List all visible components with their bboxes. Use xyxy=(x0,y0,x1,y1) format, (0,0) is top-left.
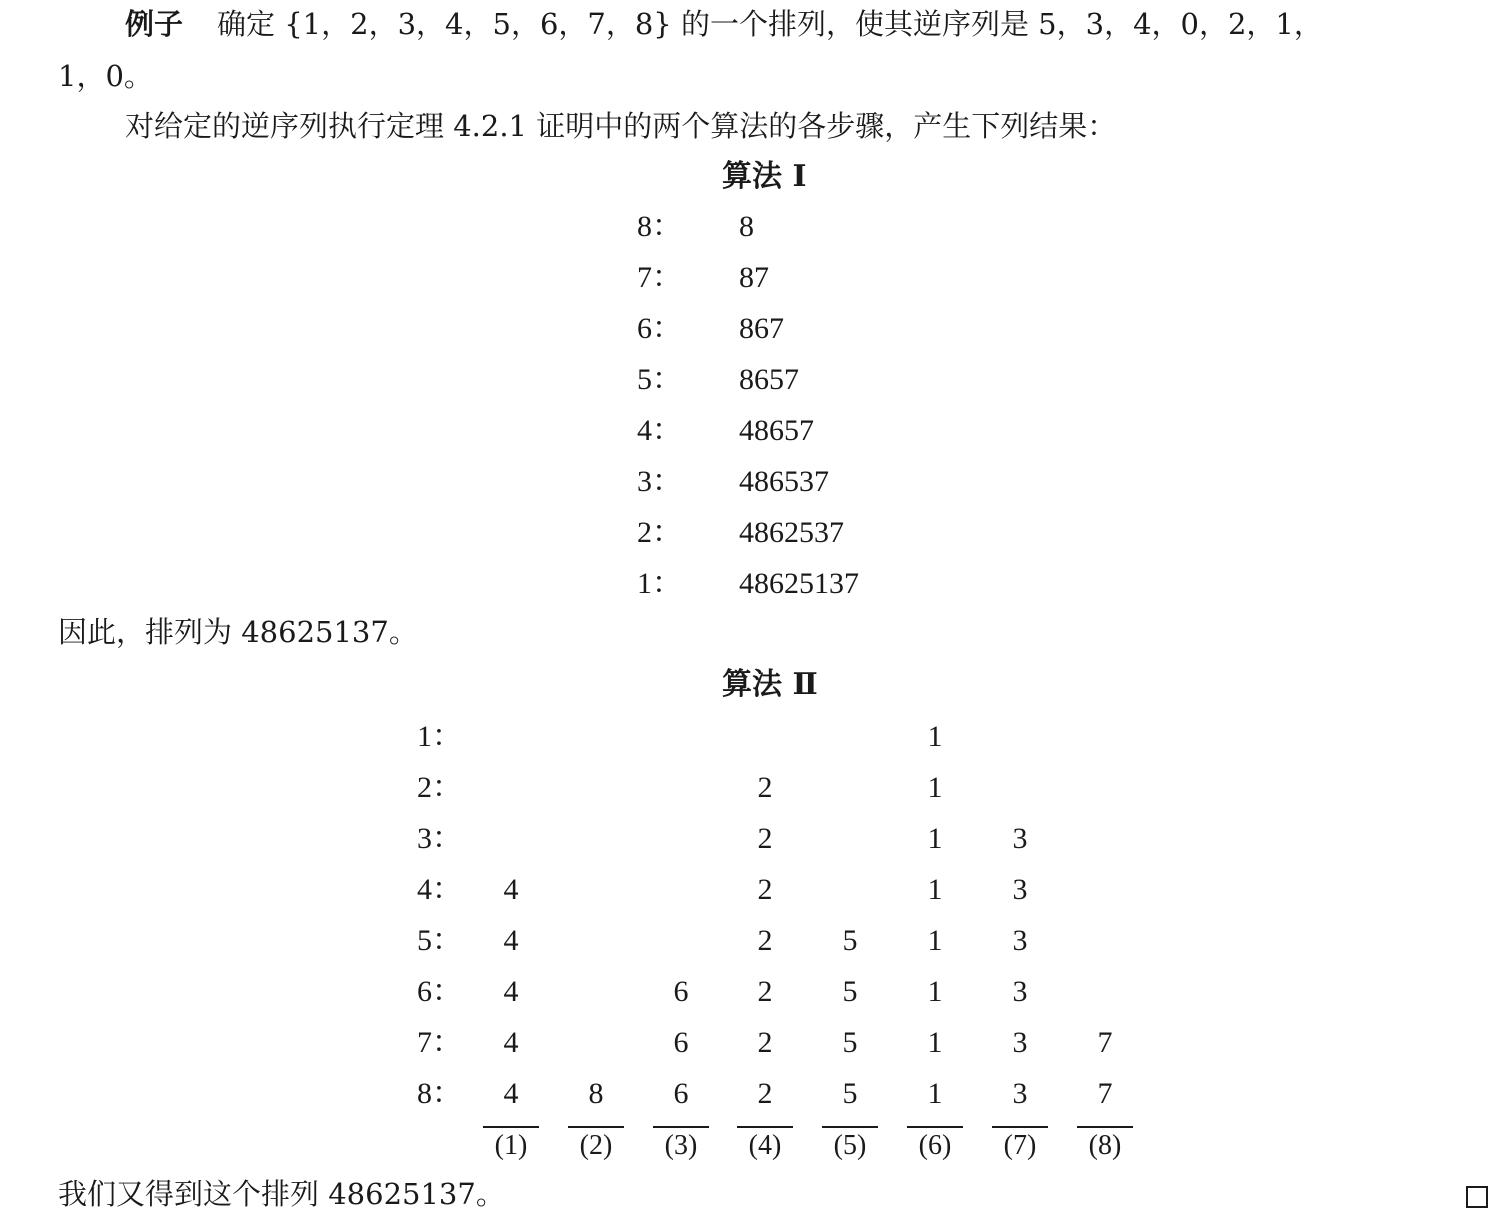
algorithm-2-cell: 2 xyxy=(757,873,773,906)
algorithm-2-column-label: (6) xyxy=(907,1126,963,1160)
algorithm-2-cell: 1 xyxy=(927,1026,943,1059)
algorithm-2-cell: 1 xyxy=(927,873,943,906)
algorithm-2-cell: 4 xyxy=(503,924,519,957)
algorithm-2-cell: 2 xyxy=(757,1077,773,1110)
example-label: 例子 xyxy=(125,7,184,41)
algorithm-1-step-label: 4： xyxy=(637,414,682,447)
algorithm-1-step-label: 2： xyxy=(637,516,682,549)
conclusion-2: 我们又得到这个排列 48625137。 xyxy=(58,1177,505,1211)
example-text: 确定 {1，2，3，4，5，6，7，8} 的一个排列，使其逆序列是 5，3，4，0，2，1， xyxy=(217,7,1323,41)
algorithm-2-cell: 1 xyxy=(927,822,943,855)
algorithm-2-cell: 7 xyxy=(1097,1077,1113,1110)
algorithm-2-cell: 6 xyxy=(673,1026,689,1059)
algorithm-2-cell: 4 xyxy=(503,975,519,1008)
algorithm-2-cell: 2 xyxy=(757,1026,773,1059)
algorithm-2-cell: 5 xyxy=(842,924,858,957)
algorithm-2-cell: 6 xyxy=(673,975,689,1008)
algorithm-2-row-label: 5： xyxy=(417,924,462,957)
algorithm-2-column-label: (2) xyxy=(568,1126,624,1160)
algorithm-2-cell: 4 xyxy=(503,873,519,906)
algorithm-2-row-label: 7： xyxy=(417,1026,462,1059)
example-paragraph-line2: 1，0。 xyxy=(58,59,153,93)
algorithm-2-row-label: 1： xyxy=(417,720,462,753)
algorithm-2-cell: 1 xyxy=(927,1077,943,1110)
algorithm-1-step-value: 87 xyxy=(739,261,769,294)
algorithm-2-cell: 2 xyxy=(757,975,773,1008)
algorithm-1-step-value: 8657 xyxy=(739,363,799,396)
algorithm-2-cell: 5 xyxy=(842,1026,858,1059)
algorithm-2-column-label: (4) xyxy=(737,1126,793,1160)
algorithm-2-cell: 3 xyxy=(1012,975,1028,1008)
algorithm-2-cell: 3 xyxy=(1012,1026,1028,1059)
algorithm-1-step-label: 3： xyxy=(637,465,682,498)
algorithm-2-row-label: 4： xyxy=(417,873,462,906)
algorithm-1-step-value: 48657 xyxy=(739,414,814,447)
algorithm-2-cell: 3 xyxy=(1012,873,1028,906)
algorithm-1-title: 算法 Ⅰ xyxy=(722,159,807,194)
algorithm-1-step-value: 486537 xyxy=(739,465,829,498)
algorithm-2-cell: 2 xyxy=(757,771,773,804)
algorithm-2-row-label: 2： xyxy=(417,771,462,804)
algorithm-1-step-label: 5： xyxy=(637,363,682,396)
algorithm-2-cell: 5 xyxy=(842,975,858,1008)
algorithm-2-cell: 3 xyxy=(1012,924,1028,957)
algorithm-2-cell: 7 xyxy=(1097,1026,1113,1059)
algorithm-1-step-label: 1： xyxy=(637,567,682,600)
algorithm-2-column-label: (1) xyxy=(483,1126,539,1160)
algorithm-2-cell: 1 xyxy=(927,771,943,804)
algorithm-2-cell: 2 xyxy=(757,822,773,855)
algorithm-1-step-label: 7： xyxy=(637,261,682,294)
algorithm-2-title: 算法 Ⅱ xyxy=(722,667,818,702)
algorithm-2-cell: 3 xyxy=(1012,822,1028,855)
example-paragraph-line1 xyxy=(125,7,1323,41)
algorithm-1-step-label: 6： xyxy=(637,312,682,345)
algorithm-2-row-label: 3： xyxy=(417,822,462,855)
algorithm-2-cell: 1 xyxy=(927,924,943,957)
algorithm-2-column-label: (5) xyxy=(822,1126,878,1160)
algorithm-2-column-label: (3) xyxy=(653,1126,709,1160)
algorithm-2-cell: 8 xyxy=(588,1077,604,1110)
algorithm-2-row-label: 8： xyxy=(417,1077,462,1110)
algorithm-2-cell: 3 xyxy=(1012,1077,1028,1110)
algorithm-1-step-value: 8 xyxy=(739,210,754,243)
algorithm-2-cell: 5 xyxy=(842,1077,858,1110)
algorithm-2-cell: 1 xyxy=(927,720,943,753)
algorithm-1-step-label: 8： xyxy=(637,210,682,243)
conclusion-1: 因此，排列为 48625137。 xyxy=(58,615,418,649)
algorithm-2-column-label: (7) xyxy=(992,1126,1048,1160)
algorithm-2-cell: 1 xyxy=(927,975,943,1008)
algorithm-1-step-value: 48625137 xyxy=(739,567,859,600)
algorithm-2-cell: 2 xyxy=(757,924,773,957)
statement-paragraph: 对给定的逆序列执行定理 4.2.1 证明中的两个算法的各步骤，产生下列结果： xyxy=(125,109,1117,143)
algorithm-1-step-value: 867 xyxy=(739,312,784,345)
algorithm-2-column-label: (8) xyxy=(1077,1126,1133,1160)
algorithm-2-cell: 4 xyxy=(503,1026,519,1059)
qed-square-icon xyxy=(1466,1186,1488,1208)
algorithm-1-step-value: 4862537 xyxy=(739,516,844,549)
algorithm-2-cell: 4 xyxy=(503,1077,519,1110)
algorithm-2-row-label: 6： xyxy=(417,975,462,1008)
algorithm-2-cell: 6 xyxy=(673,1077,689,1110)
